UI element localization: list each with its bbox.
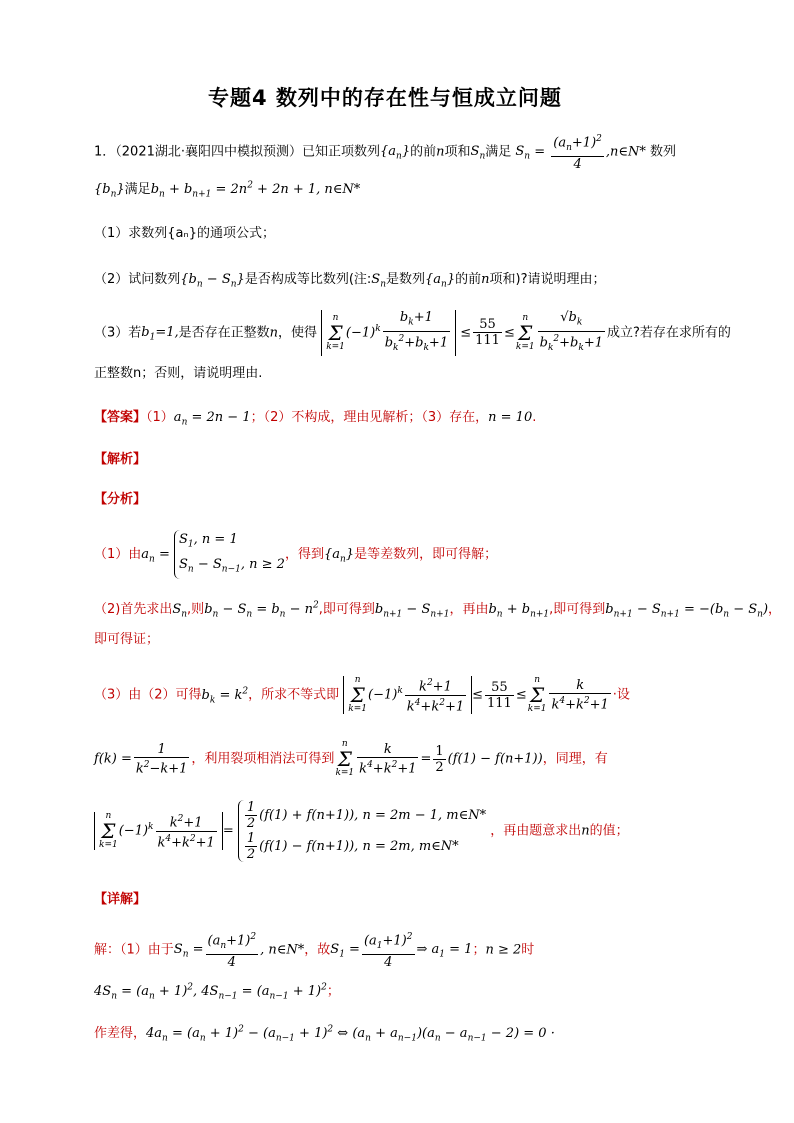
- analysis-text: ，再由题意求出: [490, 823, 582, 839]
- analysis-text: ，同理，有: [542, 751, 608, 767]
- analysis-text: ，利用裂项相消法可得到: [191, 751, 335, 767]
- question-3: （3）若$b_1=1$,是否存在正整数n，使得 n Σ $k=1(-1)^k$ $\frac{b_k+1}{b_k^2+b_k+1}$ ≤ $\frac{55}{111}$ ≤n Σ k=1 $\frac{√b_k}{b_k^2+b_k+1}$ 成立?若存在求所有的: [94, 310, 731, 356]
- analysis-text: （3）由（2）可得: [94, 687, 202, 703]
- problem-text: 是否存在正整数: [178, 325, 270, 341]
- detail-line-3: 作差得，$4a_n = (a_n + 1)^2 - (a_{n-1} + 1)^2$ ⇔ $(a_n + a_{n-1})(a_n - a_{n-1} - 2) = 0$ ·: [94, 1024, 555, 1044]
- problem-line-2: $\{b_n\}$满足$b_n + b_{n+1} = 2n^2 + 2n + 1$, n∈N*: [94, 180, 361, 200]
- analysis-text: ，所求不等式即: [248, 687, 340, 703]
- analysis-text: ，得到: [284, 547, 324, 563]
- problem-text: 满足: [485, 144, 512, 160]
- analysis-1: （1）由$a_n = S_1$, n = 1 $S_n - S_{n-1}$, n ≥ 2，得到$\{a_n\}$是等差数列，即可得解；: [94, 530, 497, 579]
- analysis-2: （2)首先求出$S_n$,则$b_n - S_n = b_n - n^2$,即可得到$b_{n+1} - S_{n+1}$，再由$b_n + b_{n+1}$,即可得到$b_{n+1} - S_{n+1} = -(b_n - S_n)$，: [94, 600, 782, 620]
- problem-text: ，使得: [278, 325, 318, 341]
- jiexi-label: 【解析】: [94, 452, 147, 467]
- detail-text: 时: [521, 942, 535, 958]
- question-1: （1）求数列{aₙ}的通项公式；: [94, 226, 275, 241]
- detail-text: ，故: [304, 942, 331, 958]
- answer-label: 【答案】: [94, 410, 147, 425]
- piecewise: $S_1$, n = 1 $S_n - S_{n-1}$, n ≥ 2: [174, 530, 285, 579]
- analysis-3: （3）由（2）可得$b_k = k^2$，所求不等式即 n Σ $k=1(-1)^k$ $\frac{k^2+1}{k^4+k^2+1}$ ≤ $\frac{55}{111}$ ≤n Σ k=1 $\frac{k}{k^4+k^2+1}$ ·设: [94, 675, 630, 714]
- analysis-text: ,即可得到: [549, 602, 606, 617]
- page-title: 专题4 数列中的存在性与恒成立问题: [208, 86, 562, 110]
- analysis-text: ，再由: [449, 602, 489, 617]
- problem-text: （3）若: [94, 325, 142, 341]
- answer-line: 【答案】$(1)a_n = 2n - 1$；（2）不构成，理由见解析；（3）存在，n = 10.: [94, 410, 537, 428]
- problem-text: 是数列: [385, 272, 425, 287]
- piecewise: $\frac{1}{2}$ (f(1) + f(n+1)), n = 2m − 1, m∈N* $\frac{1}{2}$ (f(1) − f(n+1)), n = 2m, m∈N*: [238, 800, 486, 862]
- problem-number: 1．: [94, 144, 116, 160]
- answer-text: （1）: [146, 410, 174, 425]
- problem-line-1: 1．（2021湖北·襄阳四中模拟预测）已知正项数列$\{a_n\}$的前n项和$S_n$满足 $S_n$ = $\frac{(a_n+1)^2}{4}$ ,n∈N* 数列: [94, 134, 677, 172]
- problem-text: 数列: [650, 144, 677, 160]
- problem-text: 的前: [410, 144, 437, 160]
- analysis-4: f(k) = $\frac{1}{k^2-k+1}$ ，利用裂项相消法可得到n Σ k=1 $\frac{k}{k^4+k^2+1}$ = $\frac{1}{2}$ (f(1) − f(n+1))，同理，有: [94, 739, 608, 778]
- problem-text: 成立?若存在求所有的: [607, 325, 731, 341]
- analysis-text: （2)首先求出: [94, 602, 173, 617]
- analysis-text: 是等差数列，即可得解；: [354, 547, 498, 563]
- problem-text: 项和)?请说明理由；: [489, 272, 606, 287]
- detail-text: ；: [472, 942, 486, 958]
- xiangjie-label: 【详解】: [94, 892, 147, 907]
- detail-line-1: 解：（1）由于$S_n$ = $\frac{(a_n+1)^2}{4}$ , n∈N*，故$S_1$ = $\frac{(a_1+1)^2}{4}$ ⇒ $a_1 = 1$；n ≥ 2时: [94, 932, 535, 970]
- abs-value-expression: n Σ $k=1(-1)^k$ $\frac{k^2+1}{k^4+k^2+1}$: [343, 676, 472, 714]
- analysis-text: 的值；: [589, 823, 629, 839]
- detail-line-2: $4S_n = (a_n + 1)^2$, $4S_{n-1} = (a_{n-1} + 1)^2$；: [94, 982, 340, 1002]
- analysis-5: n Σ $k=1(-1)^k$ $\frac{k^2+1}{k^4+k^2+1}$ = $\frac{1}{2}$ (f(1) + f(n+1)), n = 2m − 1, m∈N* $\frac{1}{2}$ (f(1) − f(n+1)), n = 2m, m∈N* ，再由题意求出n的值；: [94, 800, 629, 862]
- fraction: $\frac{(a_n+1)^2}{4}$: [553, 134, 602, 172]
- problem-text: 的前: [455, 272, 482, 287]
- detail-text: 作差得，: [94, 1026, 147, 1041]
- problem-text: 已知正项数列: [302, 144, 381, 160]
- problem-source: （2021湖北·襄阳四中模拟预测）: [115, 144, 302, 160]
- fenxi-label: 【分析】: [94, 492, 147, 507]
- analysis-text: （1）由: [94, 547, 142, 563]
- abs-value-expression: n Σ $k=1(-1)^k$ $\frac{b_k+1}{b_k^2+b_k+1}$: [321, 310, 456, 356]
- problem-text: 是否构成等比数列(注:: [244, 272, 372, 287]
- analysis-text: ,即可得到: [318, 602, 375, 617]
- answer-text: ；（2）不构成，理由见解析；（3）存在，: [250, 410, 489, 425]
- analysis-text: ,则: [187, 602, 205, 617]
- analysis-text: ·设: [612, 687, 630, 703]
- question-2: （2）试问数列$\{b_n - S_n\}$是否构成等比数列(注$:S_n$是数列$\{a_n\}$的前n项和)?请说明理由；: [94, 272, 606, 290]
- question-3-cont: 正整数n；否则，请说明理由.: [94, 366, 263, 381]
- abs-value-expression: n Σ $k=1(-1)^k$ $\frac{k^2+1}{k^4+k^2+1}$: [94, 812, 223, 850]
- analysis-2-cont: 即可得证；: [94, 632, 160, 647]
- problem-text: 项和: [444, 144, 471, 160]
- detail-text: 解：（1）由于: [94, 942, 174, 958]
- problem-text: 满足: [124, 182, 151, 197]
- problem-text: （2）试问数列: [94, 272, 181, 287]
- answer-text: .: [532, 410, 537, 425]
